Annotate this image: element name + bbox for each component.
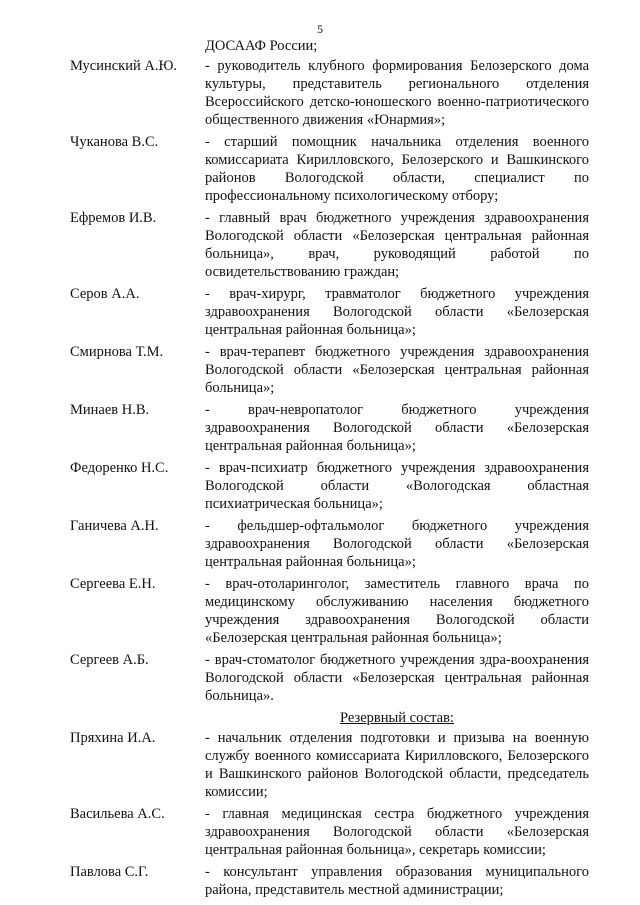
- member-entry: [0, 401, 640, 455]
- member-name: Сергеев А.Б.: [70, 652, 149, 668]
- member-entry: [0, 285, 640, 339]
- member-entry: [0, 57, 640, 129]
- member-description: - врач-отоларинголог, заместитель главного врача по медицинскому обслуживанию населения бюджетного учреждения здравоохранения Вологодской области «Белозерская центральная районная больница»;: [205, 576, 589, 646]
- member-name: Минаев Н.В.: [70, 402, 150, 418]
- member-description: - врач-стоматолог бюджетного учреждения здра-воохранения Вологодской области «Белозерская центральная районная больница».: [205, 652, 589, 704]
- reserve-members: [0, 729, 640, 899]
- member-entry: [0, 209, 640, 281]
- page-number: 5: [317, 22, 323, 36]
- member-description: - врач-хирург, травматолог бюджетного учреждения здравоохранения Вологодской области «Белозерская центральная районная больница»;: [205, 286, 589, 338]
- member-description: - руководитель клубного формирования Белозерского дома культуры, представитель регионального отделения Всероссийского детско-юношеского военно-патриотического общественного движения «Юнармия»;: [205, 58, 589, 128]
- member-name: Смирнова Т.М.: [70, 344, 164, 360]
- member-list: [0, 57, 640, 903]
- member-name: Чуканова В.С.: [70, 134, 159, 150]
- member-description: - врач-невропатолог бюджетного учреждения здравоохранения Вологодской области «Белозерская центральная районная больница»;: [205, 402, 589, 454]
- member-entry: [0, 805, 640, 859]
- member-description: - консультант управления образования муниципального района, представитель местной администрации;: [205, 864, 589, 898]
- member-name: Мусинский А.Ю.: [70, 58, 177, 74]
- member-entry: [0, 729, 640, 801]
- member-entry: [0, 343, 640, 397]
- member-name: Васильева А.С.: [70, 806, 165, 822]
- member-description: - начальник отделения подготовки и призыва на военную службу военного комиссариата Кирилловского, Белозерского и Вашкинского районов Вологодской области, председатель комиссии;: [205, 730, 589, 800]
- member-name: Пряхина И.А.: [70, 730, 156, 746]
- member-description: - главная медицинская сестра бюджетного учреждения здравоохранения Вологодской области «Белозерская центральная районная больница», секретарь комиссии;: [205, 806, 589, 858]
- member-name: Павлова С.Г.: [70, 864, 149, 880]
- member-entry: [0, 517, 640, 571]
- member-description: - врач-психиатр бюджетного учреждения здравоохранения Вологодской области «Вологодская областная психиатрическая больница»;: [205, 460, 589, 512]
- member-entry: [0, 133, 640, 205]
- intro-line: ДОСААФ России;: [205, 38, 318, 54]
- member-entry: [0, 651, 640, 705]
- member-name: Серов А.А.: [70, 286, 140, 302]
- member-description: - фельдшер-офтальмолог бюджетного учреждения здравоохранения Вологодской области «Белозерская центральная районная больница»;: [205, 518, 589, 570]
- main-members: [0, 57, 640, 705]
- member-name: Федоренко Н.С.: [70, 460, 169, 476]
- member-entry: [0, 575, 640, 647]
- member-name: Ефремов И.В.: [70, 210, 157, 226]
- member-name: Сергеева Е.Н.: [70, 576, 156, 592]
- member-description: - врач-терапевт бюджетного учреждения здравоохранения Вологодской области «Белозерская центральная районная больница»;: [205, 344, 589, 396]
- member-entry: [0, 863, 640, 899]
- reserve-title: Резервный состав:: [340, 710, 454, 726]
- member-name: Ганичева А.Н.: [70, 518, 159, 534]
- member-description: - старший помощник начальника отделения военного комиссариата Кирилловского, Белозерского и Вашкинского районов Вологодской области, специалист по профессиональному психологическому отбору;: [205, 134, 589, 204]
- member-entry: [0, 459, 640, 513]
- member-description: - главный врач бюджетного учреждения здравоохранения Вологодской области «Белозерская центральная районная больница», врач, руководящий работой по освидетельствованию граждан;: [205, 210, 589, 280]
